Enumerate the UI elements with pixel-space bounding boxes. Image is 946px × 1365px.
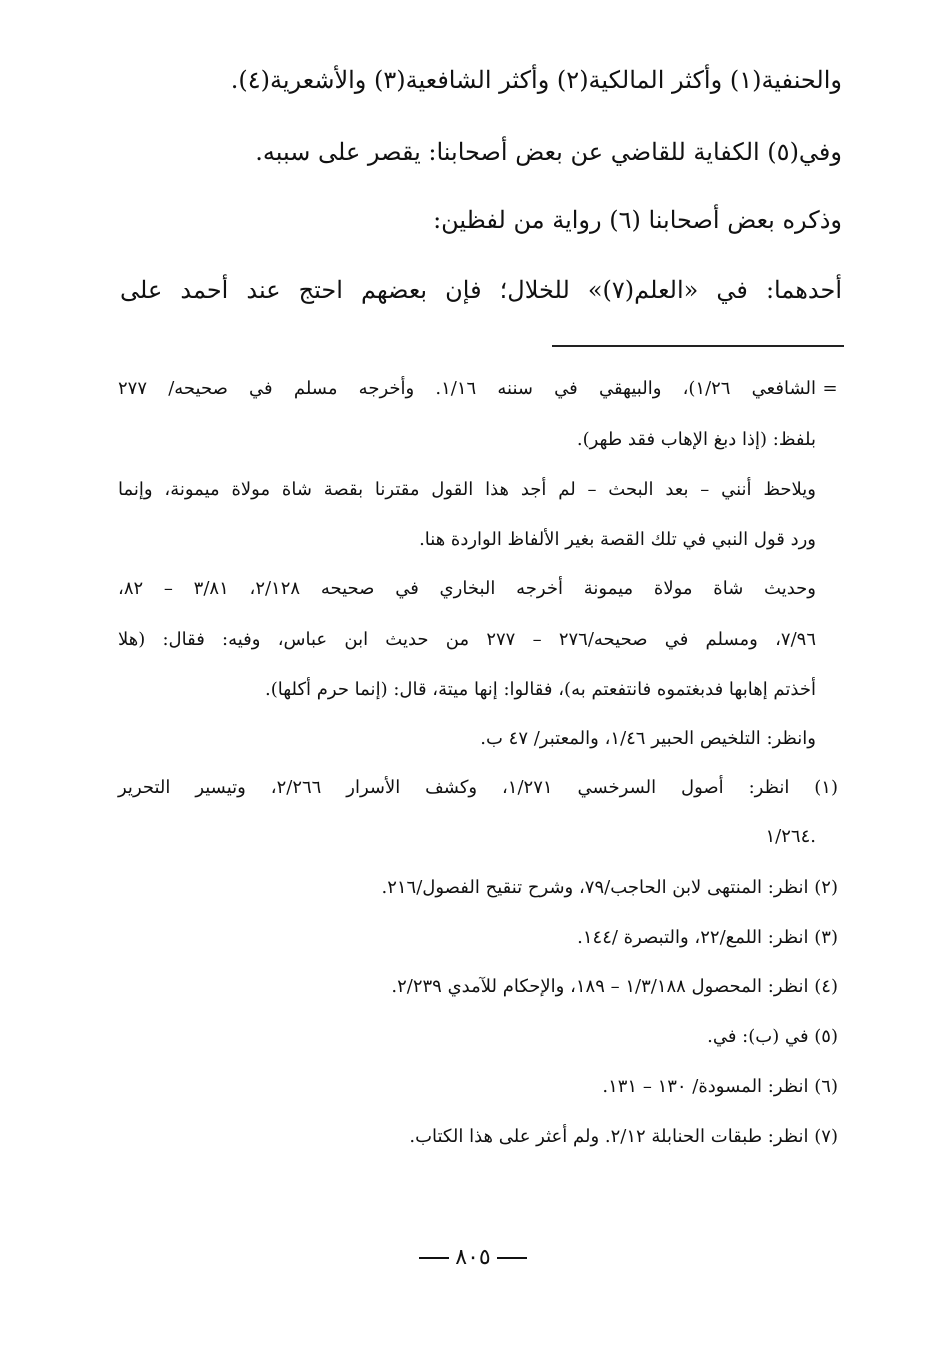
page-number-dash-left bbox=[419, 1257, 449, 1259]
footnote-7: (٧) انظر: طبقات الحنابلة ٢/١٢. ولم أعثر على هذا الكتاب. bbox=[409, 1126, 838, 1147]
footnote-3: (٣) انظر: اللمع/٢٢، والتبصرة /١٤٤. bbox=[577, 927, 838, 948]
footnote-continuation-mark: = bbox=[822, 378, 838, 399]
footnote-1: (١) انظر: أصول السرخسي ١/٢٧١، وكشف الأسرار ٢/٢٦٦، وتيسير التحرير bbox=[118, 777, 838, 798]
footnote-continuation-line: وحديث شاة مولاة ميمونة أخرجه البخاري في صحيحه ٢/١٢٨، ٣/٨١ – ٨٢، bbox=[118, 578, 816, 599]
main-text-line-4: أحدهما: في «العلم(٧)» للخلال؛ فإن بعضهم احتج عند أحمد على bbox=[120, 276, 842, 304]
footnote-continuation-line: ويلاحظ أنني – بعد البحث – لم أجد هذا القول مقترنا بقصة شاة مولاة ميمونة، وإنما bbox=[118, 479, 816, 500]
footnote-continuation-line: ورد قول النبي في تلك القصة بغير الألفاظ الواردة هنا. bbox=[419, 529, 816, 550]
footnote-continuation-line: الشافعي ١/٢٦)، والبيهقي في سننه ١/١٦. وأخرجه مسلم في صحيحه/ ٢٧٧ bbox=[118, 378, 816, 399]
footnote-continuation-line: أخذتم إهابها فدبغتموه فانتفعتم به)، فقالوا: إنها ميتة، قال: (إنما حرم أكلها). bbox=[264, 679, 816, 700]
page-number bbox=[0, 1240, 946, 1276]
page-number-value: ٨٠٥ bbox=[455, 1245, 491, 1270]
footnote-continuation-line: ٧/٩٦، ومسلم في صحيحه/٢٧٦ – ٢٧٧ من حديث ابن عباس، وفيه: فقال: (هلا bbox=[118, 629, 816, 650]
footnote-6: (٦) انظر: المسودة/ ١٣٠ – ١٣١. bbox=[602, 1076, 838, 1097]
footnote-2: (٢) انظر: المنتهى لابن الحاجب/٧٩، وشرح تنقيح الفصول/٢١٦. bbox=[381, 877, 838, 898]
footnote-1-continued: ١/٢٦٤. bbox=[765, 826, 816, 847]
footnote-continuation-line: وانظر: التلخيص الحبير ١/٤٦، والمعتبر/ ٤٧ ب. bbox=[480, 728, 816, 749]
footnote-4: (٤) انظر: المحصول ١/٣/١٨٨ – ١٨٩، والإحكام للآمدي ٢/٢٣٩. bbox=[391, 976, 838, 997]
page-number-dash-right bbox=[497, 1257, 527, 1259]
footnote-continuation-line: بلفظ: (إذا دبغ الإهاب فقد طهر). bbox=[576, 429, 816, 450]
main-text-line-3: وذكره بعض أصحابنا (٦) رواية من لفظين: bbox=[433, 206, 842, 234]
main-text-line-1: والحنفية(١) وأكثر المالكية(٢) وأكثر الشافعية(٣) والأشعرية(٤). bbox=[230, 66, 842, 94]
main-text-line-2: وفي(٥) الكفاية للقاضي عن بعض أصحابنا: يقصر على سببه. bbox=[255, 138, 842, 166]
footnote-5: (٥) في (ب): في. bbox=[707, 1026, 838, 1047]
footnote-separator bbox=[552, 345, 844, 347]
